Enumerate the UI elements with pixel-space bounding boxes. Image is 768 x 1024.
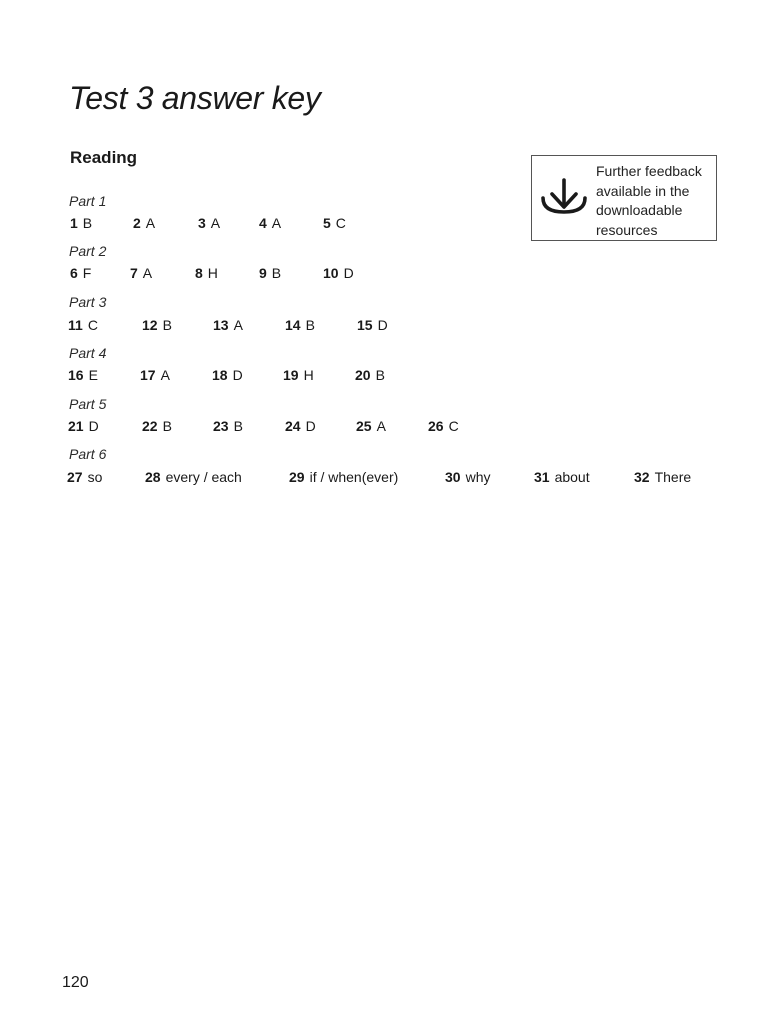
answer-item [212, 367, 243, 383]
answer-value: A [376, 418, 386, 434]
answer-value: B [162, 317, 172, 333]
question-number: 29 [289, 469, 305, 485]
answer-value: B [375, 367, 385, 383]
answer-value: if / when(ever) [309, 469, 399, 485]
question-number: 4 [259, 215, 267, 231]
answer-value: E [88, 367, 98, 383]
question-number: 9 [259, 265, 267, 281]
answer-value: F [82, 265, 92, 281]
part-label: Part 6 [69, 446, 107, 462]
answer-value: D [88, 418, 99, 434]
answer-item [428, 418, 459, 434]
part-label: Part 4 [69, 345, 107, 361]
answer-value: D [305, 418, 316, 434]
answer-item [259, 215, 281, 231]
feedback-note: Further feedback available in the downloadable resources [596, 163, 702, 238]
answer-item [323, 265, 354, 281]
answer-item [445, 469, 490, 485]
feedback-box [531, 155, 717, 241]
answer-item [534, 469, 590, 485]
answer-value: A [142, 265, 153, 281]
question-number: 1 [70, 215, 78, 231]
part-label: Part 1 [69, 193, 107, 209]
answer-item [259, 265, 281, 281]
part-label: Part 3 [69, 294, 107, 310]
part-label: Part 5 [69, 396, 107, 412]
answer-value: B [82, 215, 93, 231]
answer-item [213, 317, 243, 333]
answer-item [356, 418, 386, 434]
question-number: 3 [198, 215, 206, 231]
question-number: 32 [634, 469, 650, 485]
answer-item [67, 469, 102, 485]
answer-item [213, 418, 243, 434]
question-number: 8 [195, 265, 203, 281]
question-number: 15 [357, 317, 373, 333]
question-number: 28 [145, 469, 161, 485]
answer-item [133, 215, 155, 231]
answer-item [68, 418, 99, 434]
question-number: 16 [68, 367, 84, 383]
question-number: 7 [130, 265, 138, 281]
answer-value: C [448, 418, 459, 434]
answer-item [130, 265, 152, 281]
question-number: 6 [70, 265, 78, 281]
answer-item [198, 215, 220, 231]
page-title: Test 3 answer key [69, 80, 321, 116]
question-number: 13 [213, 317, 229, 333]
answer-item [142, 317, 172, 333]
answer-value: A [145, 215, 156, 231]
answer-item [289, 469, 398, 485]
answer-value: A [160, 367, 170, 383]
question-number: 21 [68, 418, 84, 434]
answer-item [283, 367, 314, 383]
question-number: 31 [534, 469, 550, 485]
question-number: 26 [428, 418, 444, 434]
question-number: 10 [323, 265, 339, 281]
question-number: 2 [133, 215, 141, 231]
question-number: 12 [142, 317, 158, 333]
question-number: 14 [285, 317, 301, 333]
question-number: 5 [323, 215, 331, 231]
answer-value: B [233, 418, 243, 434]
answer-value: H [207, 265, 218, 281]
question-number: 19 [283, 367, 299, 383]
question-number: 20 [355, 367, 371, 383]
answer-value: about [554, 469, 590, 485]
answer-value: H [303, 367, 314, 383]
answer-item [68, 367, 98, 383]
answer-value: D [377, 317, 388, 333]
answer-item [323, 215, 346, 231]
answer-item [634, 469, 691, 485]
answer-value: why [465, 469, 491, 485]
question-number: 27 [67, 469, 83, 485]
section-heading-reading: Reading [70, 148, 138, 167]
answer-item [285, 418, 316, 434]
answer-item [357, 317, 388, 333]
question-number: 24 [285, 418, 301, 434]
question-number: 23 [213, 418, 229, 434]
answer-item [70, 265, 91, 281]
answer-item [140, 367, 170, 383]
answer-value: A [210, 215, 221, 231]
question-number: 17 [140, 367, 156, 383]
answer-item [70, 215, 92, 231]
answer-item [68, 317, 98, 333]
question-number: 25 [356, 418, 372, 434]
answer-value: so [87, 469, 103, 485]
answer-value: A [233, 317, 243, 333]
answer-item [142, 418, 172, 434]
answer-value: every / each [165, 469, 242, 485]
answer-value: B [271, 265, 282, 281]
answer-value: A [271, 215, 282, 231]
answer-item [285, 317, 315, 333]
question-number: 18 [212, 367, 228, 383]
question-number: 22 [142, 418, 158, 434]
answer-value: There [654, 469, 692, 485]
answer-item [355, 367, 385, 383]
answer-value: B [305, 317, 315, 333]
answer-value: C [335, 215, 346, 231]
question-number: 30 [445, 469, 461, 485]
page-number: 120 [62, 974, 89, 991]
question-number: 11 [68, 317, 83, 333]
answer-value: C [87, 317, 98, 333]
part-label: Part 2 [69, 243, 107, 259]
download-icon [540, 176, 588, 224]
answer-item [145, 469, 242, 485]
answer-item [195, 265, 218, 281]
answer-value: B [162, 418, 172, 434]
answer-value: D [232, 367, 243, 383]
answer-value: D [343, 265, 354, 281]
